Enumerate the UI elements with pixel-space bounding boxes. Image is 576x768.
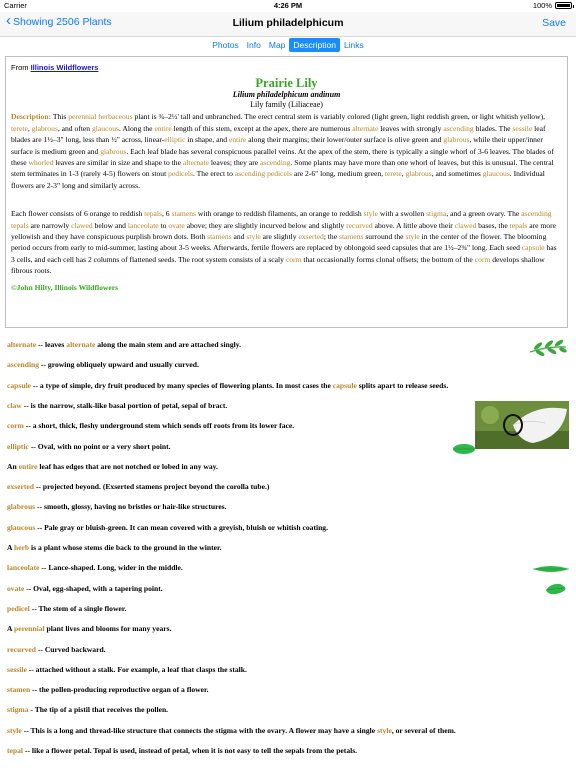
text-run: along their margins; their lower/outer surface is olive green and <box>246 135 444 145</box>
text-run: along the main stem and are attached singly. <box>95 340 241 349</box>
glossary-term-link[interactable]: corm <box>7 421 24 431</box>
glossary-term-link[interactable]: glaucous <box>7 522 36 532</box>
battery-icon <box>555 2 572 9</box>
glossary-entry <box>7 401 227 410</box>
glossary-entry <box>7 705 168 714</box>
clock: 4:26 PM <box>273 1 303 10</box>
glossary-term-link[interactable]: elliptic <box>7 441 29 451</box>
text-run: are narrowly <box>28 220 72 230</box>
glossary-term-link[interactable]: style <box>377 725 392 735</box>
glossary-entry <box>7 685 209 694</box>
glossary-term-link[interactable]: alternate <box>66 340 96 349</box>
glossary-term-link[interactable]: ascending tepals <box>11 209 552 230</box>
text-run: above; they are slightly incurved below and slightly <box>184 220 347 230</box>
glossary-term-link[interactable]: pedicels <box>168 169 193 179</box>
text-run: Each flower consists of 6 orange to reddish <box>11 209 145 219</box>
text-run: -- like a flower petal. Tepal is used, instead of petal, when it is not easy to tell the sepals from the petals. <box>23 746 358 755</box>
text-run: to <box>158 220 169 230</box>
glossary-term-link[interactable]: glaucous <box>482 169 510 179</box>
claw-flower-photo <box>475 401 569 449</box>
text-run: , <box>401 169 406 179</box>
text-run: -- is the narrow, stalk-like basal portion of petal, sepal of bract. <box>21 400 228 410</box>
glossary-term-link[interactable]: capsule <box>7 380 32 390</box>
glossary-term-link[interactable]: ascending pedicels <box>234 169 292 179</box>
glossary-term-link[interactable]: entire <box>229 135 247 145</box>
navigation-bar <box>0 12 576 37</box>
glossary-entry <box>7 624 172 633</box>
text-run: . Along the <box>119 123 155 133</box>
glossary-term-link[interactable]: clawed <box>71 220 93 230</box>
glossary-entry <box>7 442 171 451</box>
glossary-term-link[interactable]: sessile <box>7 664 27 674</box>
text-run: develops shallow fibrous roots. <box>11 254 545 276</box>
battery-percent: 100% <box>532 1 552 10</box>
text-run: plant is ¾–2½' tall and unbranched. The erect central stem is variably colored (light green, light reddish green, or light whitish yellow), <box>132 112 546 122</box>
text-run: -- attached without a stalk. For example, a leaf that clasps the stalk. <box>26 664 247 674</box>
tab-map[interactable]: Map <box>268 40 286 50</box>
text-run: blades. The <box>473 123 513 133</box>
text-run: A <box>7 543 14 552</box>
glossary-entry <box>7 645 106 654</box>
glossary-term-link[interactable]: elliptic <box>164 135 186 145</box>
back-button[interactable] <box>6 12 112 29</box>
alternate-leaves-icon <box>528 338 568 358</box>
glossary-term-link[interactable]: terete <box>11 123 28 133</box>
text-run: below and <box>92 220 128 230</box>
text-run: -- projected beyond. (Exserted stamens project beyond the corolla tube.) <box>34 482 270 492</box>
text-run: are slightly <box>260 232 299 242</box>
glossary-term-link[interactable]: lanceolate <box>127 220 159 230</box>
glossary-entry <box>7 340 241 349</box>
text-run: A <box>7 624 14 634</box>
glossary-term-link[interactable]: glabrous <box>7 502 36 512</box>
text-run: ; the <box>323 232 339 242</box>
glossary-entry <box>7 360 199 369</box>
text-run: This <box>52 112 69 122</box>
glossary-entry <box>7 543 222 552</box>
glossary-term-link[interactable]: terete <box>384 169 402 179</box>
tab-photos[interactable]: Photos <box>212 40 239 50</box>
glossary-term-link[interactable]: style <box>405 232 420 242</box>
glossary-term-link[interactable]: stamens <box>171 209 196 219</box>
page-title: Lilium philadelphicum <box>232 17 344 29</box>
text-run: -- the pollen-producing reproductive organ of a flower. <box>30 685 209 695</box>
photo-credit: ©John Hilty, Illinois Wildflowers <box>11 282 119 292</box>
text-run: with orange to reddish filaments, an orange to reddish <box>195 209 364 219</box>
text-run: leaf blades are 1½–3" long, less than ½" across, linear- <box>11 123 546 145</box>
glossary-term-link[interactable]: capsule <box>521 243 545 253</box>
glossary-entry <box>7 421 294 430</box>
ovate-leaf-icon <box>545 582 567 596</box>
glossary-term-link[interactable]: glaucous <box>92 123 119 133</box>
text-run: in shape, and <box>185 135 229 145</box>
source-line <box>11 62 562 73</box>
text-run: bases, the <box>476 220 510 230</box>
glossary-term-link[interactable]: lanceolate <box>7 563 40 573</box>
glossary-term-link[interactable]: corm <box>285 254 302 264</box>
glossary-term-link[interactable]: perennial <box>13 624 45 634</box>
latin-variety: andinum <box>310 90 341 100</box>
glossary-entry <box>7 523 328 532</box>
description-paragraph-2 <box>11 208 562 276</box>
glossary-entry <box>7 726 456 735</box>
glossary-term-link[interactable]: alternate <box>7 340 37 349</box>
source-link[interactable]: Illinois Wildflowers <box>30 63 99 72</box>
glossary-term-link[interactable]: clawed <box>454 220 477 230</box>
text-run: surround the <box>363 232 406 242</box>
glossary-entry <box>7 563 183 572</box>
glossary-term-link[interactable]: ascending <box>7 360 40 370</box>
text-run: splits apart to release seeds. <box>356 380 449 390</box>
glossary-term-link[interactable]: exserted <box>7 482 34 492</box>
text-run: leaves; they are <box>209 158 261 168</box>
glossary-entry <box>7 604 126 613</box>
glossary-term-link[interactable]: tepals <box>509 220 528 230</box>
text-run: An <box>7 461 19 471</box>
glossary-term-link[interactable]: capsule <box>332 380 357 390</box>
glossary-term-link[interactable]: ascending <box>443 123 474 133</box>
description-label: Description: <box>11 112 52 122</box>
chevron-left-icon: ‹ <box>6 12 11 29</box>
lanceolate-leaf-icon <box>532 564 570 574</box>
carrier-label: Carrier <box>4 1 27 10</box>
glossary-entry <box>7 665 247 674</box>
text-run: -- a type of simple, dry fruit produced by many species of flowering plants. In most cases the <box>31 380 333 390</box>
text-run: -- The stem of a single flower. <box>29 603 127 613</box>
tab-info[interactable]: Info <box>246 40 261 50</box>
glossary-term-link[interactable]: style <box>246 232 261 242</box>
text-run: , or several of them. <box>391 725 456 735</box>
glossary-term-link[interactable]: glabrous <box>405 169 432 179</box>
text-run: , and sometimes <box>431 169 483 179</box>
status-bar <box>0 0 576 12</box>
glossary-term-link[interactable]: recurved <box>346 220 373 230</box>
back-button-label: Showing 2506 Plants <box>13 16 112 28</box>
source-prefix: From <box>11 63 29 72</box>
text-run: length of this stem, except at the apex, there are numerous <box>171 123 353 133</box>
glossary-term-link[interactable]: stamens <box>207 232 232 242</box>
text-run: above. A little above their <box>372 220 455 230</box>
latin-genus-species: Lilium philadelphicum <box>232 90 309 100</box>
glossary-term-link[interactable]: alternate <box>352 123 379 133</box>
glossary-term-link[interactable]: stigma <box>426 209 447 219</box>
text-run: and <box>231 232 247 242</box>
glossary-term-link[interactable]: glabrous <box>31 123 58 133</box>
text-run: . The erect to <box>193 169 235 179</box>
text-run: is a plant whose stems die back to the ground in the winter. <box>29 543 222 552</box>
text-run: that occasionally forms clonal offsets; the bottom of the <box>301 254 475 264</box>
text-run: in the center of the flower. The blooming period occurs from early to mid-summer, lasting about 3-5 weeks. Afterwards, fertile flowers are replaced by oblongoid seed capsules that are 1½–2¾" long. Each seed <box>11 232 547 253</box>
text-run: leaves are similar in size and shape to the <box>53 158 183 168</box>
text-run: leaf has edges that are not notched or lobed in any way. <box>37 461 218 471</box>
elliptic-leaf-icon <box>451 443 477 455</box>
tab-links[interactable]: Links <box>343 40 364 50</box>
text-run: , and often <box>57 123 92 133</box>
glossary-term-link[interactable]: stigma <box>7 705 29 715</box>
text-run: . Some plants may have more than one whorl of leaves, but this is unusual. The central stem terminates in 1-3 (rarely 4-5) flowers on stout <box>11 158 554 179</box>
tab-bar <box>0 37 576 53</box>
text-run: , and a green ovary. The <box>446 209 522 219</box>
glossary-term-link[interactable]: tepal <box>7 746 24 755</box>
glossary-term-link[interactable]: stamen <box>7 685 31 695</box>
glossary-term-link[interactable]: glabrous <box>443 135 470 145</box>
text-run: , while their upper/inner surface is medium green and <box>11 135 543 156</box>
glossary-entry <box>7 584 163 593</box>
common-name: Prairie Lily <box>255 76 318 91</box>
glossary-entry <box>7 746 357 755</box>
glossary-term-link[interactable]: stamens <box>338 232 364 242</box>
text-run: -- growing obliquely upward and usually curved. <box>39 360 199 370</box>
glossary-term-link[interactable]: corm <box>474 254 491 264</box>
glossary-term-link[interactable]: entire <box>18 461 38 471</box>
text-run: -- This is a long and thread-like structure that connects the stigma with the ovary. A flower may have a single <box>21 725 378 735</box>
glossary-term-link[interactable]: perennial herbaceous <box>68 112 133 122</box>
glossary-term-link[interactable]: ovate <box>168 220 185 230</box>
glossary-entry <box>7 502 227 511</box>
save-button[interactable]: Save <box>542 17 566 29</box>
glossary-term-link[interactable]: alternate <box>182 158 210 168</box>
text-run: are more yellowish and they have conspicuous purplish brown dots. Both <box>11 220 556 242</box>
text-run: -- Oval, with no point or a very short point. <box>28 441 171 451</box>
description-paragraph-1 <box>11 111 562 191</box>
battery-fill <box>557 4 570 7</box>
text-run: . Individual flowers are 2-3" long and similarly across. <box>11 169 545 190</box>
text-run: are 2-6" long, medium green, <box>291 169 385 179</box>
glossary-term-link[interactable]: entire <box>154 123 172 133</box>
text-run: -- Lance-shaped. Long, wider in the middle. <box>39 563 183 573</box>
glossary-term-link[interactable]: whorled <box>28 158 54 168</box>
text-run: -- leaves <box>36 340 67 349</box>
glossary-term-link[interactable]: glabrous <box>100 146 127 156</box>
text-run: with a swollen <box>377 209 427 219</box>
glossary-term-link[interactable]: sessile <box>512 123 533 133</box>
glossary-term-link[interactable]: ovate <box>7 583 25 593</box>
glossary-term-link[interactable]: claw <box>7 400 22 410</box>
description-card <box>5 56 568 328</box>
text-run: -- Oval, egg-shaped, with a tapering point. <box>24 583 163 593</box>
plant-family: Lily family (Liliaceae) <box>250 100 323 110</box>
text-run: leaves with strongly <box>378 123 444 133</box>
text-run: plant lives and blooms for many years. <box>44 624 172 634</box>
glossary-term-link[interactable]: herb <box>13 543 30 552</box>
glossary-term-link[interactable]: style <box>363 209 378 219</box>
glossary-term-link[interactable]: recurved <box>7 644 36 654</box>
text-run: -- Pale gray or bluish-green. It can mean covered with a greyish, bluish or whitish coating. <box>35 522 328 532</box>
text-run: has 3 cells, and each cell has 2 columns of flattened seeds. The root system consists of a scaly <box>11 243 557 264</box>
glossary-term-link[interactable]: tepals <box>144 209 162 219</box>
text-run: . Each leaf blade has several conspicuous parallel veins. At the apex of the stem, there is typically a single whorl of 3-6 leaves. The blades of these <box>11 146 554 168</box>
glossary-term-link[interactable]: style <box>7 725 22 735</box>
description-text-1 <box>11 112 554 189</box>
text-run: - The tip of a pistil that receives the pollen. <box>28 705 169 715</box>
glossary-term-link[interactable]: exserted <box>298 232 324 242</box>
glossary-term-link[interactable]: pedicel <box>7 603 30 613</box>
glossary-entry <box>7 381 448 390</box>
text-run: -- Curved backward. <box>35 644 106 654</box>
glossary-entry <box>7 462 218 471</box>
glossary-entry <box>7 482 269 491</box>
text-run: , 6 <box>162 209 172 219</box>
battery-indicator <box>533 1 572 10</box>
latin-name <box>11 90 562 100</box>
glossary-term-link[interactable]: ascending <box>260 158 291 168</box>
text-run: -- smooth, glossy, having no bristles or hair-like structures. <box>35 502 227 512</box>
text-run: -- a short, thick, fleshy underground stem which sends off roots from its lower face. <box>23 421 295 431</box>
text-run: , <box>27 123 32 133</box>
tab-description[interactable]: Description <box>289 38 340 52</box>
